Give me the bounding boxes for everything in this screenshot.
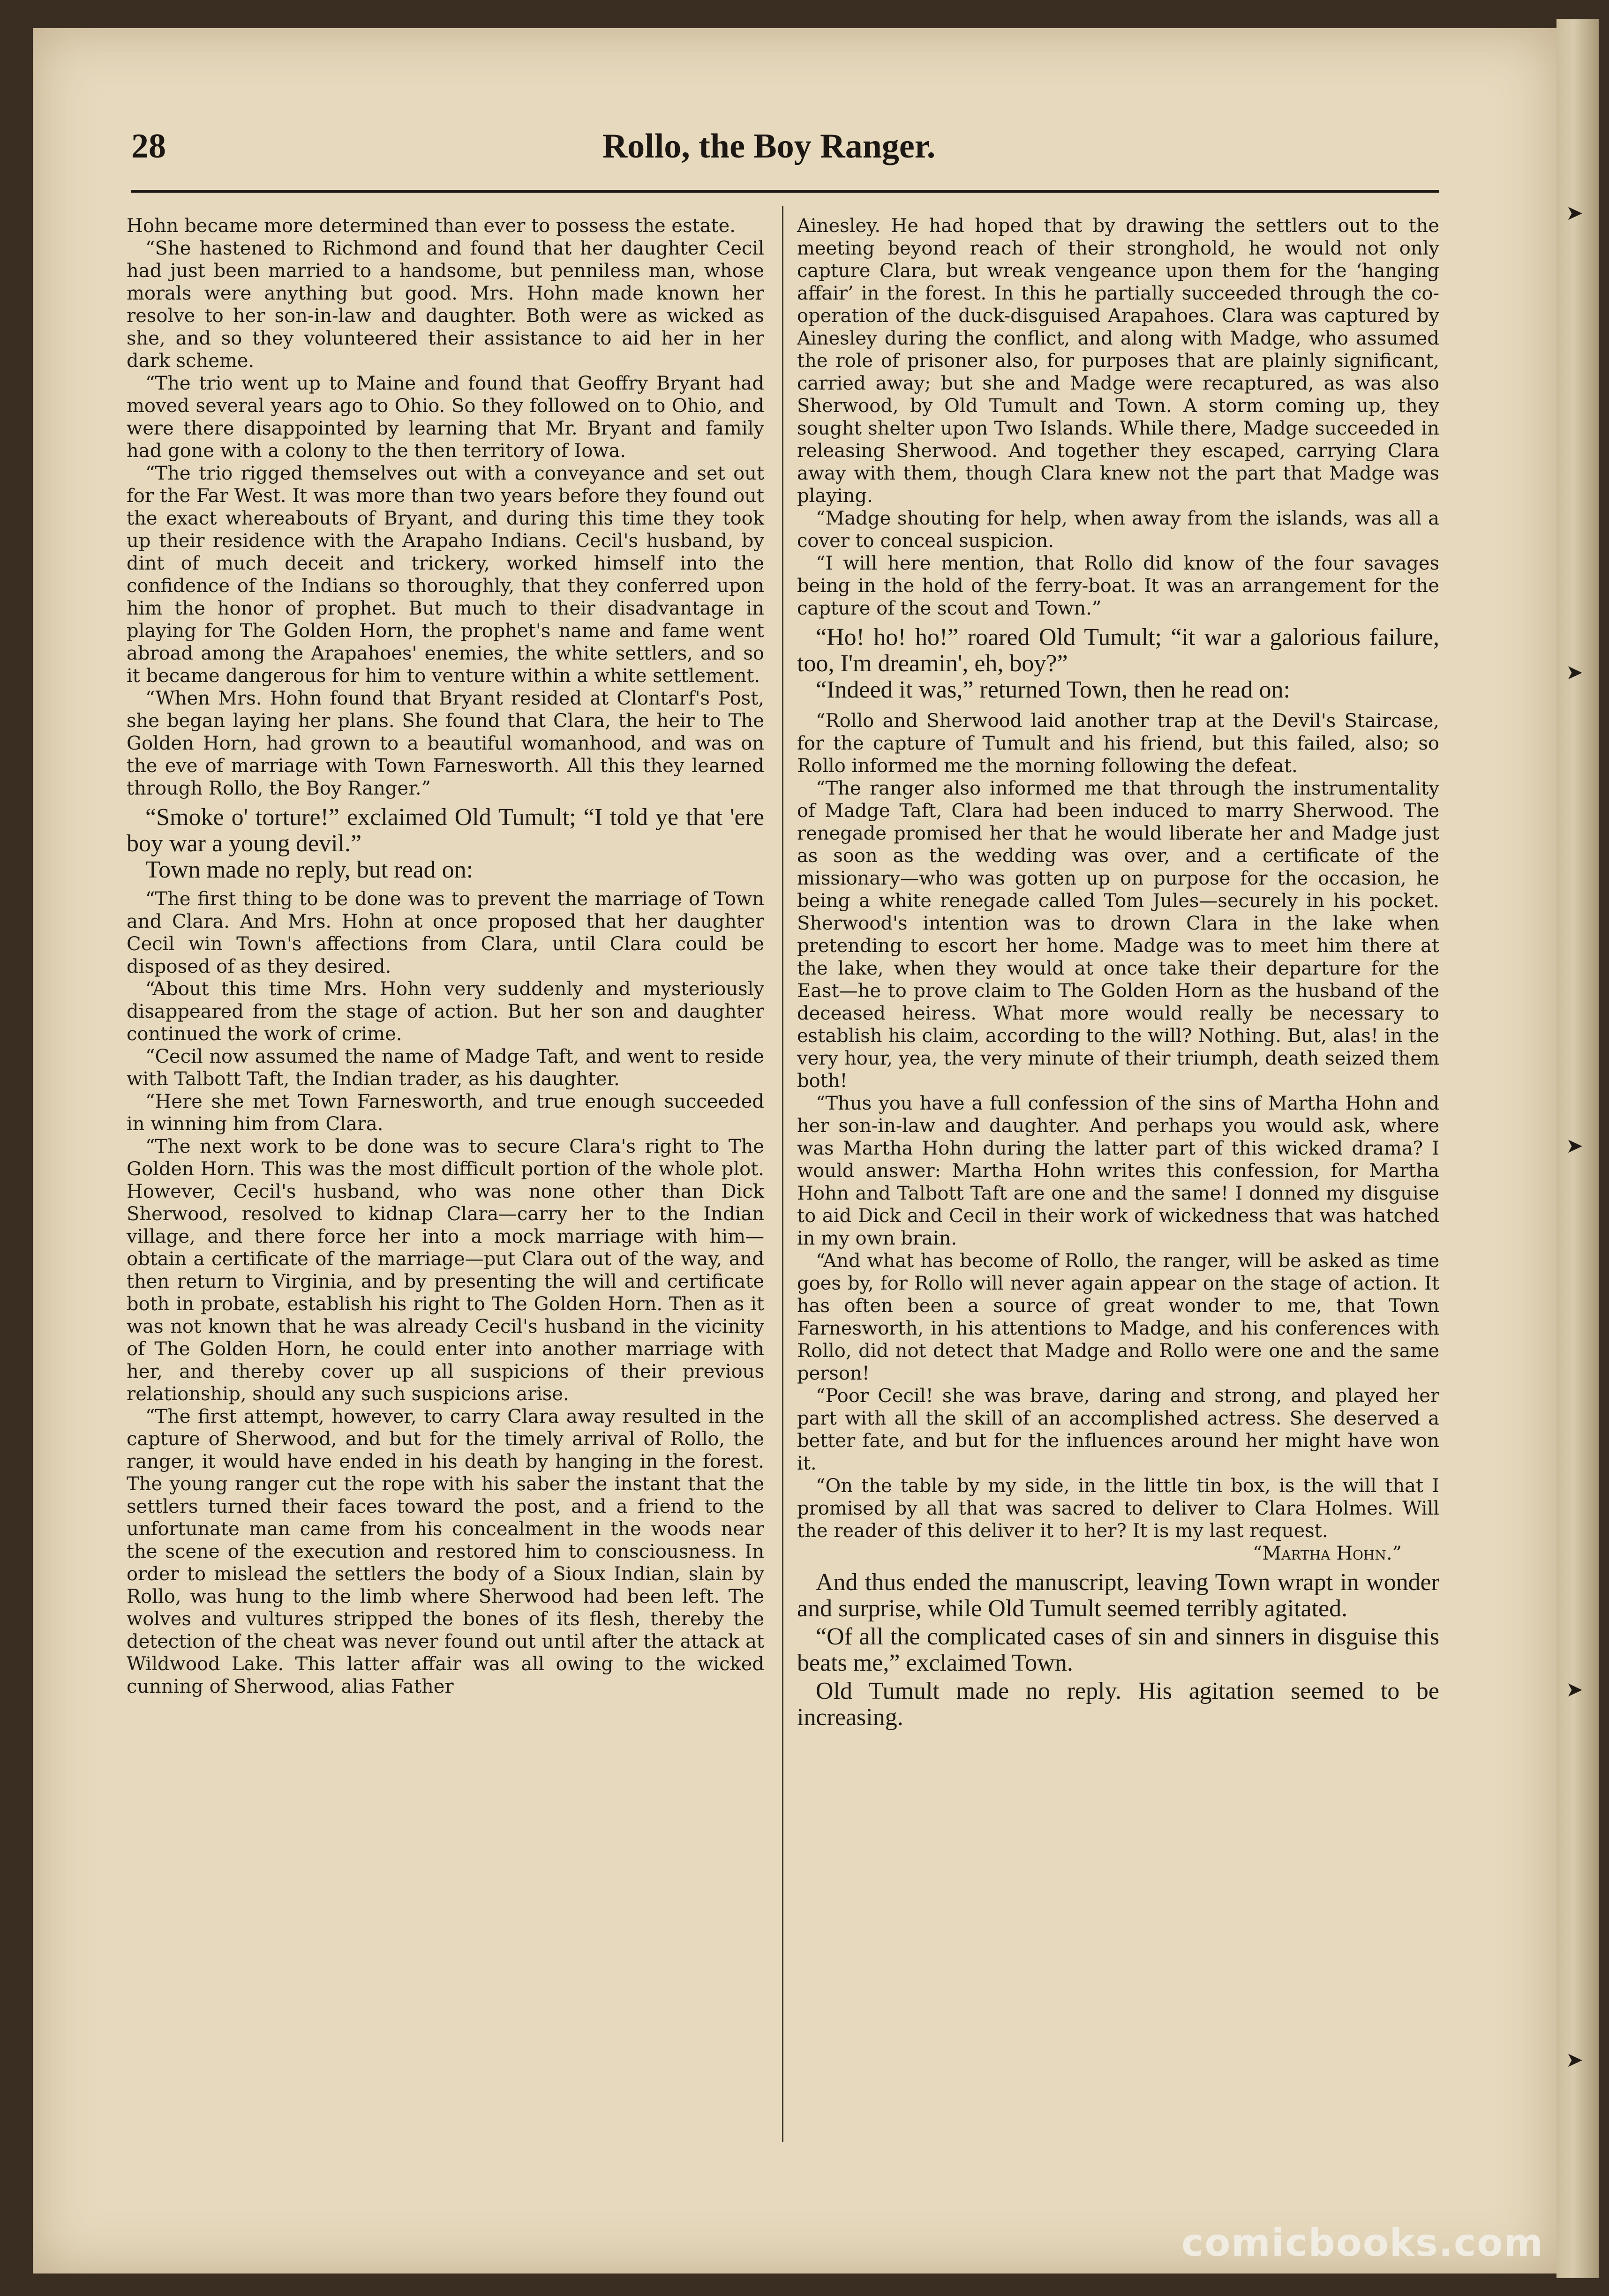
paragraph: “The next work to be done was to secure Clara's right to The Golden Horn. This was the most difficult portion of the whole plot. However, Cecil's husband, who was none other than Dick Sherwood, resolved to kidnap Clara—carry her to the Indian village, and there force her into a mock marriage with him—obtain a certificate of the marriage—put Clara out of the way, and then return to Virginia, and by presenting the will and certificate both in probate, establish his right to The Golden Horn. Then as it was not known that he was already Cecil's husband in the vicinity of The Golden Horn, he could enter into another marriage with her, and thereby cover up all suspicions of their previous relationship, should any such suspicions arise. [127,1136,764,1405]
paragraph: “Cecil now assumed the name of Madge Taft, and went to reside with Talbott Taft, the Indian trader, as his daughter. [127,1046,764,1090]
paragraph: “When Mrs. Hohn found that Bryant resided at Clontarf's Post, she began laying her plans. She found that Clara, the heir to The Golden Horn, had grown to a beautiful womanhood, and was on the eve of marriage with Town Farnesworth. All this they learned through Rollo, the Boy Ranger.” [127,688,764,799]
paragraph-dialogue: “Indeed it was,” returned Town, then he read on: [816,676,1290,703]
paragraph-dialogue: Town made no reply, but read on: [145,856,474,883]
page-header [98,117,1439,173]
paragraph-narration: “Of all the complicated cases of sin and sinners in disguise this beats me,” exclaimed Town. [797,1623,1439,1676]
edge-arrow-icon: ➤ [1566,2048,1583,2072]
paragraph: “I will here mention, that Rollo did know of the four savages being in the hold of the ferry-boat. It was an arrangement for the capture of the scout and Town.” [797,553,1439,619]
paragraph: “The first attempt, however, to carry Clara away resulted in the capture of Sherwood, and but for the timely arrival of Rollo, the ranger, it would have ended in his death by hanging in the forest. The young ranger cut the rope with his saber the instant that the settlers turned their faces toward the post, and a friend to the unfortunate man came from his concealment in the woods near the scene of the execution and restored him to consciousness. In order to mislead the settlers the body of a Sioux Indian, slain by Rollo, was hung to the limb where Sherwood had been left. The wolves and vultures stripped the bones of its flesh, thereby the detection of the cheat was never found out until after the attack at Wildwood Lake. This latter affair was all owing to the wicked cunning of Sherwood, alias Father [127,1406,764,1697]
column-divider [782,206,783,2142]
paragraph: “And what has become of Rollo, the ranger, will be asked as time goes by, for Rollo will never again appear on the stage of action. It has often been a source of great wonder to me, that Town Farnesworth, in his attentions to Madge, and his conferences with Rollo, did not detect that Madge and Rollo were one and the same person! [797,1250,1439,1384]
paragraph: “Here she met Town Farnesworth, and true enough succeeded in winning him from Clara. [127,1091,764,1135]
watermark: comicbooks.com [1181,2221,1544,2265]
paragraph: “On the table by my side, in the little tin box, is the will that I promised by all that was sacred to deliver to Clara Holmes. Will the reader of this deliver it to her? It is my last request. [797,1475,1439,1542]
paragraph: Ainesley. He had hoped that by drawing the settlers out to the meeting beyond reach of their stronghold, he would not only capture Clara, but wreak vengeance upon them for the ‘hanging affair’ in the forest. In this he partially succeeded through the co-operation of the duck-disguised Arapahoes. Clara was captured by Ainesley during the conflict, and along with Madge, who assumed the role of prisoner also, for purposes that are plainly significant, carried away; but she and Madge were recaptured, as was also Sherwood, by Old Tumult and Town. A storm coming up, they sought shelter upon Two Islands. While there, Madge succeeded in releasing Sherwood. And together they escaped, carrying Clara away with them, though Clara knew not the part that Madge was playing. [797,215,1439,507]
signature: “Martha Hohn.” [1252,1543,1402,1564]
paragraph: Hohn became more determined than ever to possess the estate. [127,215,736,237]
paragraph: “Thus you have a full confession of the sins of Martha Hohn and her son-in-law and daughter. And perhaps you would ask, where was Martha Hohn during the latter part of this wicked drama? I would answer: Martha Hohn writes this confession, for Martha Hohn and Talbott Taft are one and the same! I donned my disguise to aid Dick and Cecil in their work of wickedness that was hatched in my own brain. [797,1093,1439,1249]
paragraph: “The trio went up to Maine and found that Geoffry Bryant had moved several years ago to Ohio. So they followed on to Ohio, and were there disappointed by learning that Mr. Bryant and family had gone with a colony to the then territory of Iowa. [127,373,764,462]
edge-arrow-icon: ➤ [1566,201,1583,225]
paragraph: “Poor Cecil! she was brave, daring and strong, and played her part with all the skill of an accomplished actress. She deserved a better fate, and but for the influences around her might have won it. [797,1385,1439,1474]
left-column [127,215,764,1698]
page-number: 28 [131,127,166,165]
edge-arrow-icon: ➤ [1566,1134,1583,1158]
edge-arrow-icon: ➤ [1566,1678,1583,1702]
paragraph-narration: And thus ended the manuscript, leaving Town wrapt in wonder and surprise, while Old Tumult seemed terribly agitated. [797,1569,1439,1622]
header-rule [131,190,1439,193]
paragraph-narration: Old Tumult made no reply. His agitation seemed to be increasing. [797,1678,1439,1731]
paragraph-dialogue: “Smoke o' torture!” exclaimed Old Tumult; “I told ye that 'ere boy war a young devil.” [127,804,764,857]
edge-arrow-icon: ➤ [1566,660,1583,684]
paragraph: “She hastened to Richmond and found that her daughter Cecil had just been married to a handsome, but penniless man, whose morals were anything but good. Mrs. Hohn made known her resolve to her son-in-law and daughter. Both were as wicked as she, and so they volunteered their assistance to aid her in her dark scheme. [127,238,764,372]
paragraph: “The trio rigged themselves out with a conveyance and set out for the Far West. It was more than two years before they found out the exact whereabouts of Bryant, and during this time they took up their residence with the Arapaho Indians. Cecil's husband, by dint of much deceit and trickery, worked himself into the confidence of the Indians so thoroughly, that they conferred upon him the honor of prophet. But much to their disadvantage in playing for The Golden Horn, the prophet's name and fame went abroad among the Arapahoes' enemies, the white settlers, and so it became dangerous for him to venture within a white settlement. [127,463,764,687]
running-title: Rollo, the Boy Ranger. [602,127,936,165]
paragraph: “About this time Mrs. Hohn very suddenly and mysteriously disappeared from the stage of action. But her son and daughter continued the work of crime. [127,978,764,1045]
right-column [797,215,1439,1735]
paragraph: “Rollo and Sherwood laid another trap at the Devil's Staircase, for the capture of Tumult and his friend, but this failed, also; so Rollo informed me the morning following the defeat. [797,710,1439,777]
paragraph: “The first thing to be done was to prevent the marriage of Town and Clara. And Mrs. Hohn at once proposed that her daughter Cecil win Town's affections from Clara, until Clara could be disposed of as they desired. [127,888,764,977]
paragraph-dialogue: “Ho! ho! ho!” roared Old Tumult; “it war a galorious failure, too, I'm dreamin', eh, boy?” [797,624,1439,677]
paragraph: “The ranger also informed me that through the instrumentality of Madge Taft, Clara had been induced to marry Sherwood. The renegade promised her that he would liberate her and Madge just as soon as the wedding was over, and a certificate of the missionary—who was gotten up on purpose for the occasion, he being a white renegade called Tom Jules—securely in his pocket. Sherwood's intention was to drown Clara in the lake when pretending to escort her home. Madge was to meet him there at the lake, when they would at once take their departure for the East—he to prove claim to The Golden Horn as the husband of the deceased heiress. What more would really be necessary to establish his claim, according to the will? Nothing. But, alas! in the very hour, yea, the very minute of their triumph, death seized them both! [797,778,1439,1092]
paragraph: “Madge shouting for help, when away from the islands, was all a cover to conceal suspicion. [797,508,1439,552]
